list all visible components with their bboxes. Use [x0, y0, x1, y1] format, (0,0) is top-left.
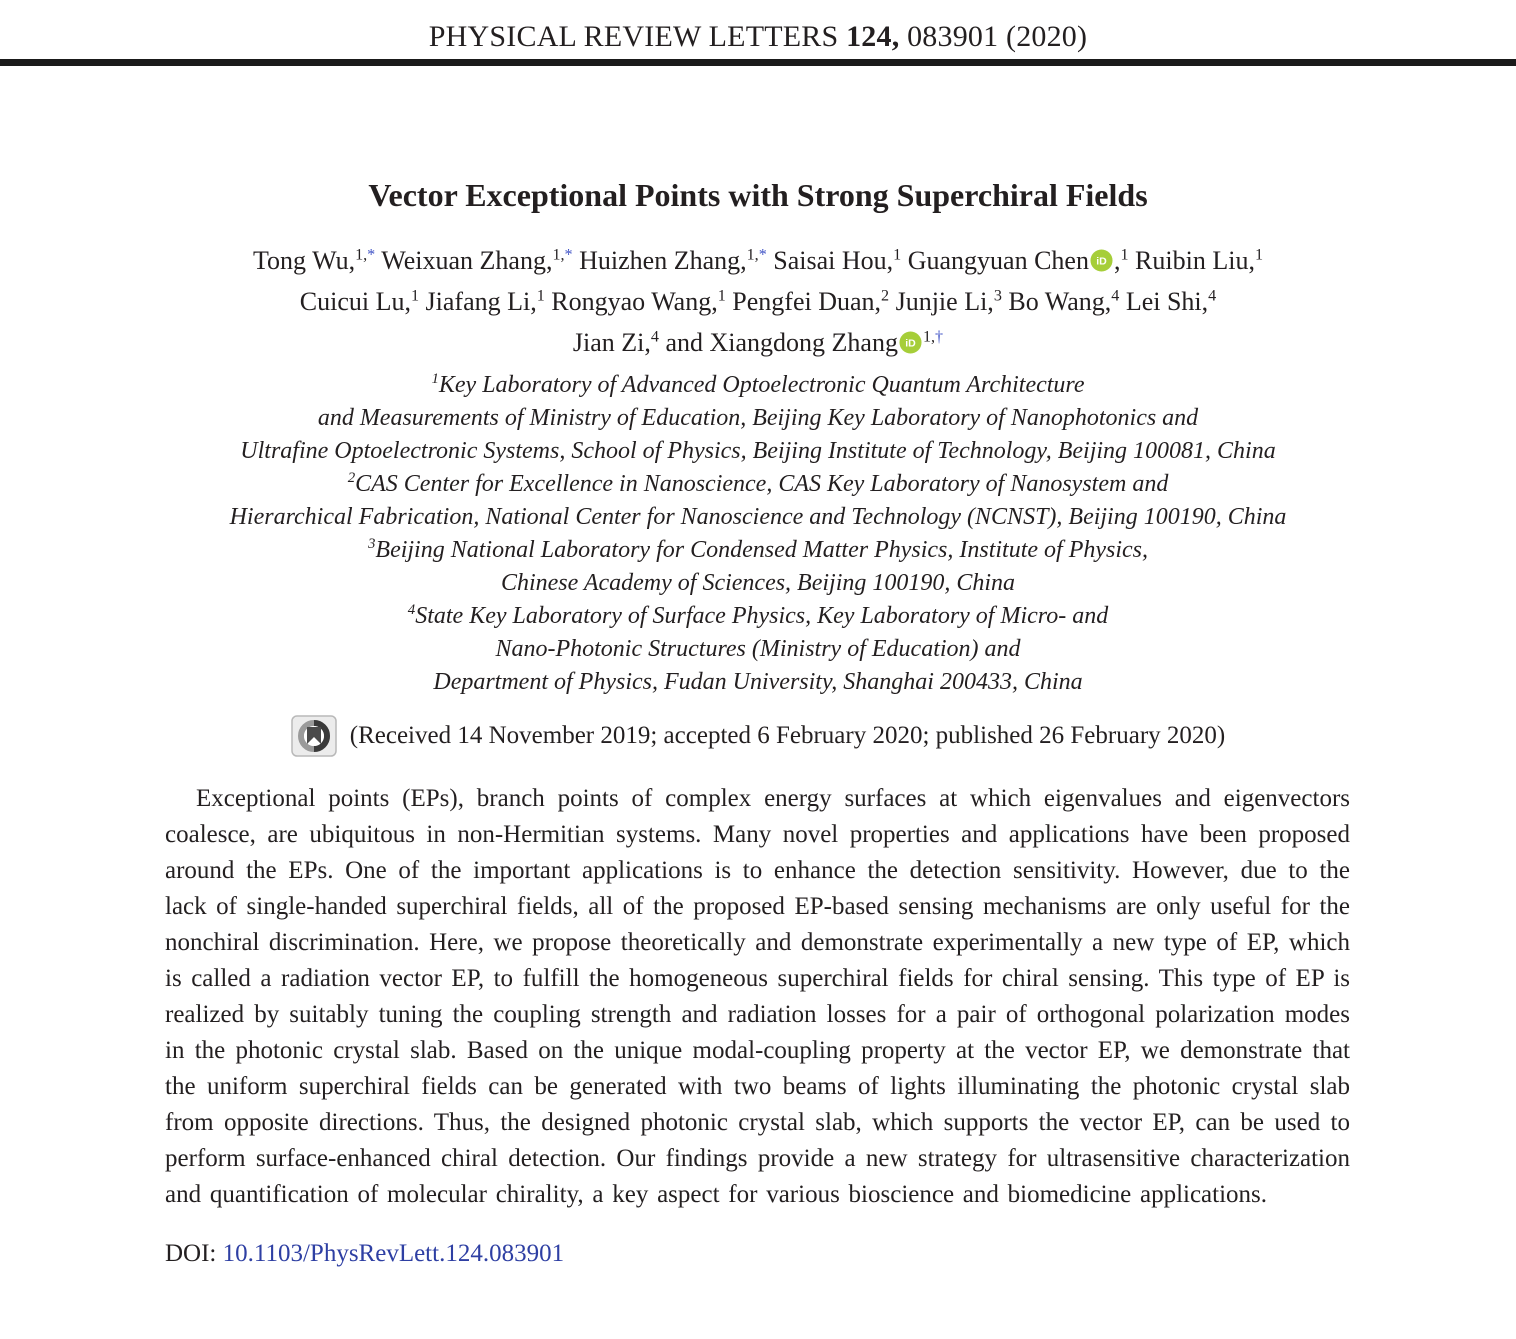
affiliation-superscript: 1 [1120, 246, 1129, 264]
affiliation-line [0, 666, 1516, 699]
text-segment: Saisai Hou, [766, 246, 894, 275]
text-segment: Jiafang Li, [419, 287, 537, 316]
text-segment: Rongyao Wang, [544, 287, 718, 316]
header-rule [0, 59, 1516, 66]
affiliation-line [0, 633, 1516, 666]
affiliation-superscript: 3 [367, 536, 376, 552]
received-text: (Received 14 November 2019; accepted 6 February 2020; published 26 February 2020) [349, 722, 1226, 749]
text-segment: Hierarchical Fabrication, National Center for Nanoscience and Technology (NCNST), Beijing 100190, China [229, 504, 1287, 530]
journal-name: PHYSICAL REVIEW LETTERS [428, 20, 839, 53]
affiliation-superscript: 1, [922, 328, 936, 346]
footnote-mark: * [564, 246, 573, 264]
affiliation-superscript: 1 [717, 287, 726, 305]
affiliation-line [0, 567, 1516, 600]
footnote-mark: * [367, 246, 376, 264]
affiliation-superscript: 1, [552, 246, 565, 264]
doi-label: DOI: [165, 1240, 217, 1267]
journal-header [0, 0, 1516, 54]
crossmark-check-for-updates-icon[interactable] [291, 715, 337, 757]
affiliation-line [0, 435, 1516, 468]
affiliation-superscript: 3 [993, 287, 1002, 305]
text-segment: Beijing National Laboratory for Condensed Matter Physics, Institute of Physics, [375, 537, 1149, 563]
affiliation-superscript: 2 [347, 470, 356, 486]
affiliation-superscript: 1 [431, 371, 439, 387]
text-segment: Cuicui Lu, [299, 287, 411, 316]
orcid-icon[interactable] [899, 331, 922, 354]
affiliation-superscript: 4 [407, 602, 416, 618]
affiliation-superscript: 4 [1208, 287, 1217, 305]
affiliation-superscript: 1 [410, 287, 420, 305]
affiliation-superscript: 1 [536, 287, 545, 305]
journal-volume: 124, [846, 20, 900, 53]
text-segment: CAS Center for Excellence in Nanoscience, CAS Key Laboratory of Nanosystem and [355, 471, 1169, 497]
text-segment: and Measurements of Ministry of Education, Beijing Key Laboratory of Nanophotonics and [317, 405, 1199, 431]
affiliation-superscript: 1 [893, 246, 902, 264]
affiliation-superscript: 1, [355, 246, 368, 264]
affiliation-line [0, 468, 1516, 501]
text-segment: Ruibin Liu, [1128, 246, 1255, 275]
author-lines [0, 240, 1516, 363]
text-segment: Department of Physics, Fudan University, Shanghai 200433, China [433, 669, 1083, 695]
affiliation-line [0, 369, 1516, 402]
footnote-mark: † [935, 328, 944, 346]
text-segment: Nano-Photonic Structures (Ministry of Education) and [495, 636, 1021, 662]
received-row [0, 715, 1516, 757]
text-segment: Chinese Academy of Sciences, Beijing 100190, China [500, 570, 1016, 596]
text-segment: Guangyuan Chen [901, 246, 1089, 275]
abstract-text: Exceptional points (EPs), branch points of complex energy surfaces at which eigenvalues and eigenvectors coalesce, are ubiquitous in non-Hermitian systems. Many novel properties and applications have been proposed around the EPs. One of the important applications is to enhance the detection sensitivity. However, due to the lack of single-handed superchiral fields, all of the proposed EP-based sensing mechanisms are only useful for the nonchiral discrimination. Here, we propose theoretically and demonstrate experimentally a new type of EP, which is called a radiation vector EP, to fulfill the homogeneous superchiral fields for chiral sensing. This type of EP is realized by suitably tuning the coupling strength and radiation losses for a pair of orthogonal polarization modes in the photonic crystal slab. Based on the unique modal-coupling property at the vector EP, we demonstrate that the uniform superchiral fields can be generated with two beams of lights illuminating the photonic crystal slab from opposite directions. Thus, the designed photonic crystal slab, which supports the vector EP, can be used to perform surface-enhanced chiral detection. Our findings provide a new strategy for ultrasensitive characterization and quantification of molecular chirality, a key aspect for various bioscience and biomedicine applications. [165, 785, 1350, 1208]
text-segment: Ultrafine Optoelectronic Systems, School of Physics, Beijing Institute of Technology, Beijing 100081, China [240, 438, 1276, 464]
text-segment: Bo Wang, [1001, 287, 1112, 316]
orcid-icon[interactable] [1090, 249, 1113, 272]
affiliation-line [0, 600, 1516, 633]
author-line [0, 240, 1516, 281]
affiliation-superscript: 2 [881, 287, 890, 305]
svg-text:iD: iD [905, 337, 916, 350]
text-segment: Junjie Li, [889, 287, 994, 316]
affiliation-line [0, 501, 1516, 534]
affiliation-line [0, 402, 1516, 435]
affiliation-lines [0, 369, 1516, 699]
affiliation-superscript: 1, [746, 246, 759, 264]
page-title: Vector Exceptional Points with Strong Superchiral Fields [368, 177, 1148, 213]
author-line [0, 322, 1516, 363]
footnote-mark: * [758, 246, 767, 264]
author-line [0, 281, 1516, 322]
text-segment: Pengfei Duan, [725, 287, 882, 316]
text-segment: , [1113, 246, 1121, 275]
text-segment: State Key Laboratory of Surface Physics, Key Laboratory of Micro- and [415, 603, 1109, 629]
text-segment: Jian Zi, [572, 328, 651, 357]
svg-text:iD: iD [1096, 255, 1107, 268]
doi-link[interactable]: 10.1103/PhysRevLett.124.083901 [222, 1240, 565, 1267]
affiliation-superscript: 1 [1254, 246, 1264, 264]
text-segment: Weixuan Zhang, [375, 246, 553, 275]
text-segment: Lei Shi, [1119, 287, 1209, 316]
doi-row [165, 1240, 1516, 1268]
text-segment: Tong Wu, [252, 246, 356, 275]
affiliation-line [0, 534, 1516, 567]
text-segment: Huizhen Zhang, [572, 246, 747, 275]
journal-issue-info: 083901 (2020) [907, 20, 1088, 53]
text-segment: and Xiangdong Zhang [658, 328, 898, 357]
affiliation-superscript: 4 [1111, 287, 1120, 305]
affiliation-superscript: 4 [650, 328, 659, 346]
text-segment: Key Laboratory of Advanced Optoelectronic Quantum Architecture [438, 372, 1085, 398]
